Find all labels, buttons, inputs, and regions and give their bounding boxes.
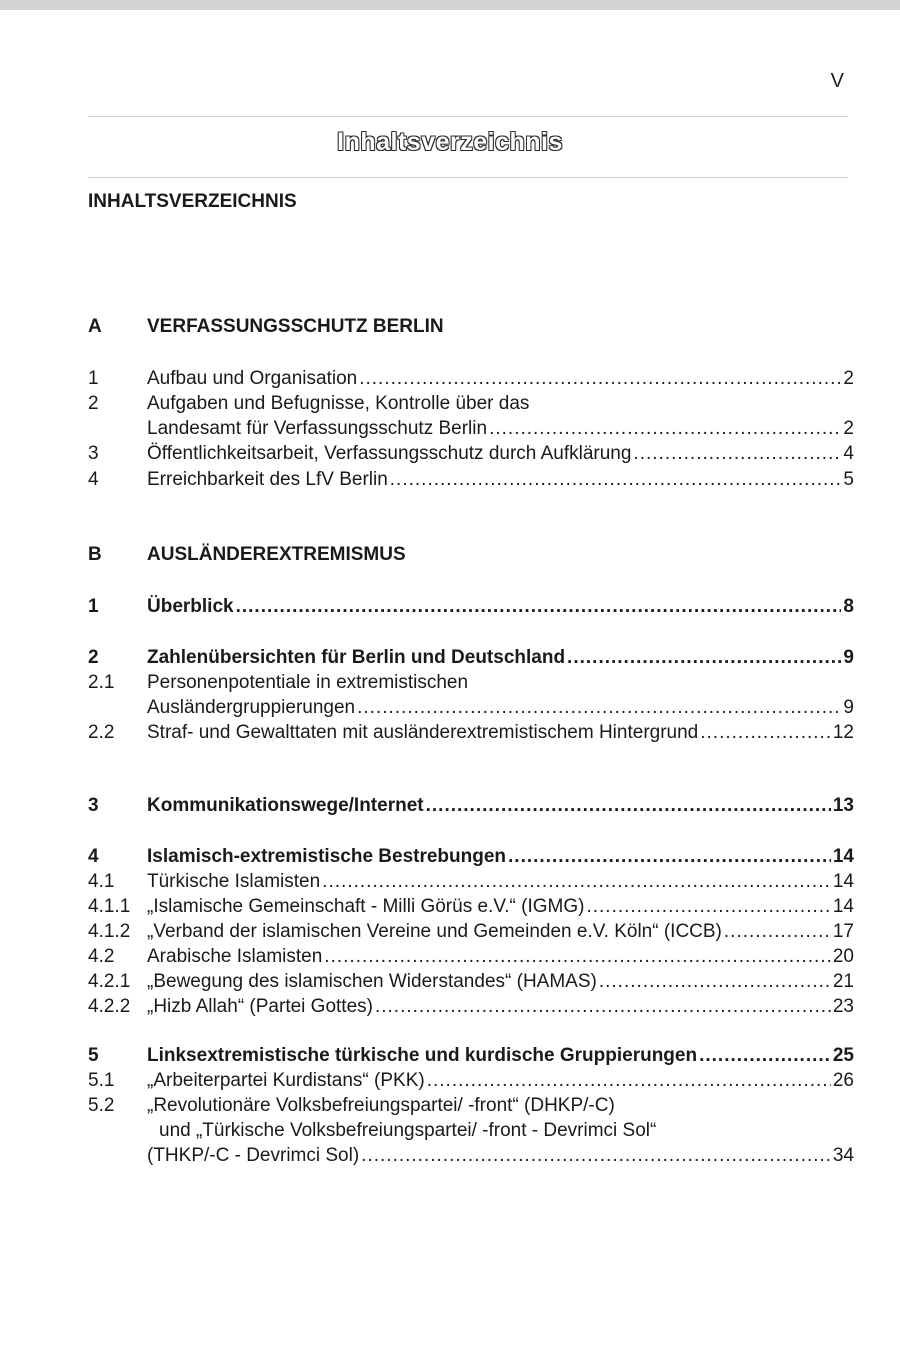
entry-number: 2 (88, 393, 99, 414)
entry-label: (THKP/-C - Devrimci Sol) (147, 1145, 360, 1166)
toc-entry[interactable] (88, 969, 854, 995)
entry-page: 2 (843, 368, 854, 389)
dot-leader (699, 1043, 831, 1069)
dot-leader (322, 869, 831, 895)
entry-page: 4 (843, 443, 854, 464)
toc-entry[interactable] (88, 441, 854, 467)
entry-label: „Bewegung des islamischen Widerstandes“ (HAMAS) (147, 971, 597, 992)
toc-entry[interactable] (88, 670, 854, 696)
dot-leader (724, 919, 831, 945)
section-number: A (88, 316, 102, 337)
entry-page: 34 (832, 1145, 854, 1166)
toc-entry[interactable] (88, 919, 854, 945)
header-rule (88, 116, 848, 117)
header-rule-lower (88, 177, 848, 178)
entry-label: Arabische Islamisten (147, 946, 323, 967)
entry-label: Ausländergruppierungen (147, 697, 356, 718)
entry-label: Überblick (147, 596, 234, 617)
entry-label: und „Türkische Volksbefreiungspartei/ -front - Devrimci Sol“ (159, 1120, 657, 1141)
entry-label: „Arbeiterpartei Kurdistans“ (PKK) (147, 1070, 425, 1091)
entry-label: Linksextremistische türkische und kurdische Gruppierungen (147, 1045, 698, 1066)
toc-entry[interactable] (88, 894, 854, 920)
entry-number: 4.1 (88, 871, 115, 892)
entry-page: 14 (832, 846, 854, 867)
entry-number: 4.1.1 (88, 896, 131, 917)
entry-page: 13 (832, 795, 854, 816)
entry-label: „Islamische Gemeinschaft - Milli Görüs e.V.“ (IGMG) (147, 896, 585, 917)
toc-entry[interactable] (88, 391, 854, 417)
toc-entry-main[interactable] (88, 844, 854, 870)
entry-label: Türkische Islamisten (147, 871, 321, 892)
entry-number: 2.1 (88, 672, 115, 693)
entry-label: Straf- und Gewalttaten mit ausländerextremistischem Hintergrund (147, 722, 699, 743)
entry-number: 4.1.2 (88, 921, 131, 942)
section-number: B (88, 544, 102, 565)
dot-leader (361, 1143, 831, 1169)
entry-number: 3 (88, 443, 99, 464)
dot-leader (599, 969, 831, 995)
toc-entry[interactable] (88, 1068, 854, 1094)
section-title: AUSLÄNDEREXTREMISMUS (147, 544, 406, 565)
dot-leader (567, 645, 841, 671)
dot-leader (359, 366, 841, 392)
toc-entry-continuation[interactable] (88, 1118, 854, 1144)
section-heading-b (88, 542, 854, 568)
toc-entry[interactable] (88, 467, 854, 493)
toc-entry-main[interactable] (88, 594, 854, 620)
toc-entry-continuation[interactable] (88, 416, 854, 442)
entry-label: Aufgaben und Befugnisse, Kontrolle über das (147, 393, 530, 414)
entry-label: Aufbau und Organisation (147, 368, 358, 389)
running-header-title: Inhaltsverzeichnis (337, 128, 563, 156)
dot-leader (700, 720, 831, 746)
toc-entry[interactable] (88, 1093, 854, 1119)
entry-page: 12 (832, 722, 854, 743)
dot-leader (427, 1068, 831, 1094)
entry-page: 25 (832, 1045, 854, 1066)
entry-page: 23 (832, 996, 854, 1017)
entry-page: 8 (843, 596, 854, 617)
toc-entry-continuation[interactable] (88, 1143, 854, 1169)
entry-page: 20 (832, 946, 854, 967)
dot-leader (324, 944, 831, 970)
entry-label: Kommunikationswege/Internet (147, 795, 424, 816)
entry-number: 4.2 (88, 946, 115, 967)
dot-leader (390, 467, 842, 493)
section-title: VERFASSUNGSSCHUTZ BERLIN (147, 316, 444, 337)
entry-label: Islamisch-extremistische Bestrebungen (147, 846, 507, 867)
entry-label: Öffentlichkeitsarbeit, Verfassungsschutz durch Aufklärung (147, 443, 632, 464)
entry-page: 26 (832, 1070, 854, 1091)
entry-label: Landesamt für Verfassungsschutz Berlin (147, 418, 488, 439)
toc-entry[interactable] (88, 869, 854, 895)
entry-number: 4 (88, 846, 99, 867)
toc-entry[interactable] (88, 366, 854, 392)
entry-number: 2.2 (88, 722, 115, 743)
entry-number: 4.2.1 (88, 971, 131, 992)
entry-label: Erreichbarkeit des LfV Berlin (147, 469, 388, 490)
dot-leader (375, 994, 831, 1020)
dot-leader (586, 894, 830, 920)
entry-page: 14 (832, 896, 854, 917)
entry-label: „Verband der islamischen Vereine und Gemeinden e.V. Köln“ (ICCB) (147, 921, 722, 942)
entry-number: 3 (88, 795, 99, 816)
entry-number: 2 (88, 647, 99, 668)
page-number: V (830, 70, 844, 92)
entry-page: 9 (843, 647, 854, 668)
entry-label: „Hizb Allah“ (Partei Gottes) (147, 996, 373, 1017)
dot-leader (633, 441, 841, 467)
toc-entry-continuation[interactable] (88, 695, 854, 721)
entry-page: 17 (832, 921, 854, 942)
entry-page: 14 (832, 871, 854, 892)
toc-heading: INHALTSVERZEICHNIS (88, 191, 297, 212)
entry-page: 21 (832, 971, 854, 992)
scan-top-band (0, 0, 900, 10)
toc-entry[interactable] (88, 720, 854, 746)
entry-number: 4 (88, 469, 99, 490)
toc-entry[interactable] (88, 944, 854, 970)
dot-leader (489, 416, 841, 442)
entry-label: Zahlenübersichten für Berlin und Deutschland (147, 647, 566, 668)
entry-label: Personenpotentiale in extremistischen (147, 672, 469, 693)
section-heading-a (88, 314, 854, 340)
entry-number: 5.1 (88, 1070, 115, 1091)
dot-leader (236, 594, 842, 620)
toc-entry-main[interactable] (88, 793, 854, 819)
entry-number: 5 (88, 1045, 99, 1066)
entry-page: 9 (843, 697, 854, 718)
dot-leader (508, 844, 831, 870)
entry-label: „Revolutionäre Volksbefreiungspartei/ -front“ (DHKP/-C) (147, 1095, 615, 1116)
toc-entry[interactable] (88, 994, 854, 1020)
entry-number: 4.2.2 (88, 996, 131, 1017)
entry-page: 2 (843, 418, 854, 439)
entry-number: 1 (88, 596, 99, 617)
entry-number: 5.2 (88, 1095, 115, 1116)
entry-page: 5 (843, 469, 854, 490)
toc-entry-main[interactable] (88, 645, 854, 671)
toc-entry-main[interactable] (88, 1043, 854, 1069)
entry-number: 1 (88, 368, 99, 389)
dot-leader (357, 695, 841, 721)
dot-leader (426, 793, 831, 819)
